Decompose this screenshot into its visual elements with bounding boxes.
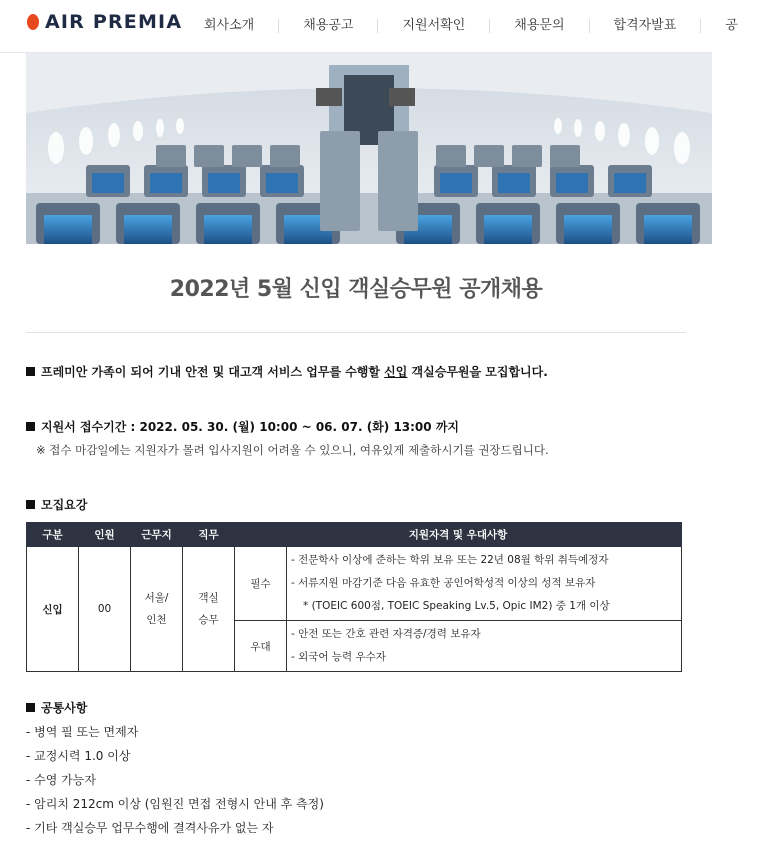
cell-required-label: 필수 (235, 547, 287, 621)
title-divider (26, 332, 686, 333)
aircraft-cabin-illustration (26, 53, 712, 244)
cell-required-items (287, 547, 682, 621)
col-category: 구분 (27, 523, 79, 547)
required-item: * (TOEIC 600점, TOEIC Speaking Lv.5, Opic IM2) 중 1개 이상 (303, 600, 610, 612)
recruitment-table (26, 522, 682, 672)
common-item: - 수영 가능자 (26, 773, 96, 787)
logo-text: AIR PREMIA (45, 11, 183, 33)
cabin-hero-image (26, 53, 712, 244)
col-location: 근무지 (131, 523, 183, 547)
col-job: 직무 (183, 523, 235, 547)
location-line-2: 인천 (146, 614, 167, 626)
application-period (26, 418, 459, 435)
air-premia-logo[interactable] (27, 11, 182, 33)
logo-mark-icon (27, 14, 39, 30)
nav-results[interactable]: 합격자발표 (589, 19, 701, 33)
common-heading (26, 699, 87, 716)
square-bullet-icon (26, 500, 35, 509)
nav-check-application[interactable]: 지원서확인 (377, 19, 489, 33)
common-item: - 병역 필 또는 면제자 (26, 725, 139, 739)
page-title: 2022년 5월 신입 객실승무원 공개채용 (169, 277, 543, 302)
preferred-item: - 안전 또는 간호 관련 자격증/경력 보유자 (291, 628, 481, 640)
common-item: - 기타 객실승무 업무수행에 결격사유가 없는 자 (26, 821, 274, 835)
location-line-1: 서울/ (144, 592, 169, 604)
job-line-1: 객실 (198, 592, 219, 604)
square-bullet-icon (26, 422, 35, 431)
nav-jobs[interactable]: 채용공고 (278, 19, 377, 33)
nav-company[interactable]: 회사소개 (204, 18, 255, 33)
required-item: - 서류지원 마감기준 다음 유효한 공인어학성적 이상의 성적 보유자 (291, 577, 596, 589)
preferred-item: - 외국어 능력 우수자 (291, 651, 386, 663)
common-item: - 암리치 212cm 이상 (임원진 면접 전형시 안내 후 측정) (26, 797, 324, 811)
job-line-2: 승무 (198, 614, 219, 626)
col-qualifications: 지원자격 및 우대사항 (235, 523, 682, 547)
intro-text (26, 363, 548, 380)
common-heading-text: 공통사항 (41, 701, 88, 715)
table-row (27, 547, 682, 621)
main-nav (180, 0, 762, 52)
intro-before: 프레미안 가족이 되어 기내 안전 및 대고객 서비스 업무를 수행할 (41, 365, 385, 379)
nav-inquiry[interactable]: 채용문의 (489, 19, 588, 33)
cell-job (183, 547, 235, 672)
application-period-text: 지원서 접수기간 : 2022. 05. 30. (월) 10:00 ~ 06. 07. (화) 13:00 까지 (41, 420, 459, 434)
common-item: - 교정시력 1.0 이상 (26, 749, 131, 763)
col-count: 인원 (79, 523, 131, 547)
intro-underlined: 신입 (384, 365, 408, 379)
square-bullet-icon (26, 367, 35, 376)
nav-more[interactable]: 공 (700, 19, 762, 33)
cell-category: 신입 (27, 547, 79, 672)
application-note: ※ 접수 마감일에는 지원자가 몰려 입사지원이 어려울 수 있으니, 여유있게 제출하시기를 권장드립니다. (36, 443, 549, 457)
required-item: - 전문학사 이상에 준하는 학위 보유 또는 22년 08월 학위 취득예정자 (291, 554, 609, 566)
cell-count: 00 (79, 547, 131, 672)
cell-location (131, 547, 183, 672)
recruit-heading (26, 496, 87, 513)
intro-after: 객실승무원을 모집합니다. (407, 365, 548, 379)
table-header-row (27, 523, 682, 547)
recruit-heading-text: 모집요강 (41, 498, 88, 512)
cell-preferred-label: 우대 (235, 621, 287, 672)
square-bullet-icon (26, 703, 35, 712)
site-header (0, 0, 738, 53)
cell-preferred-items (287, 621, 682, 672)
